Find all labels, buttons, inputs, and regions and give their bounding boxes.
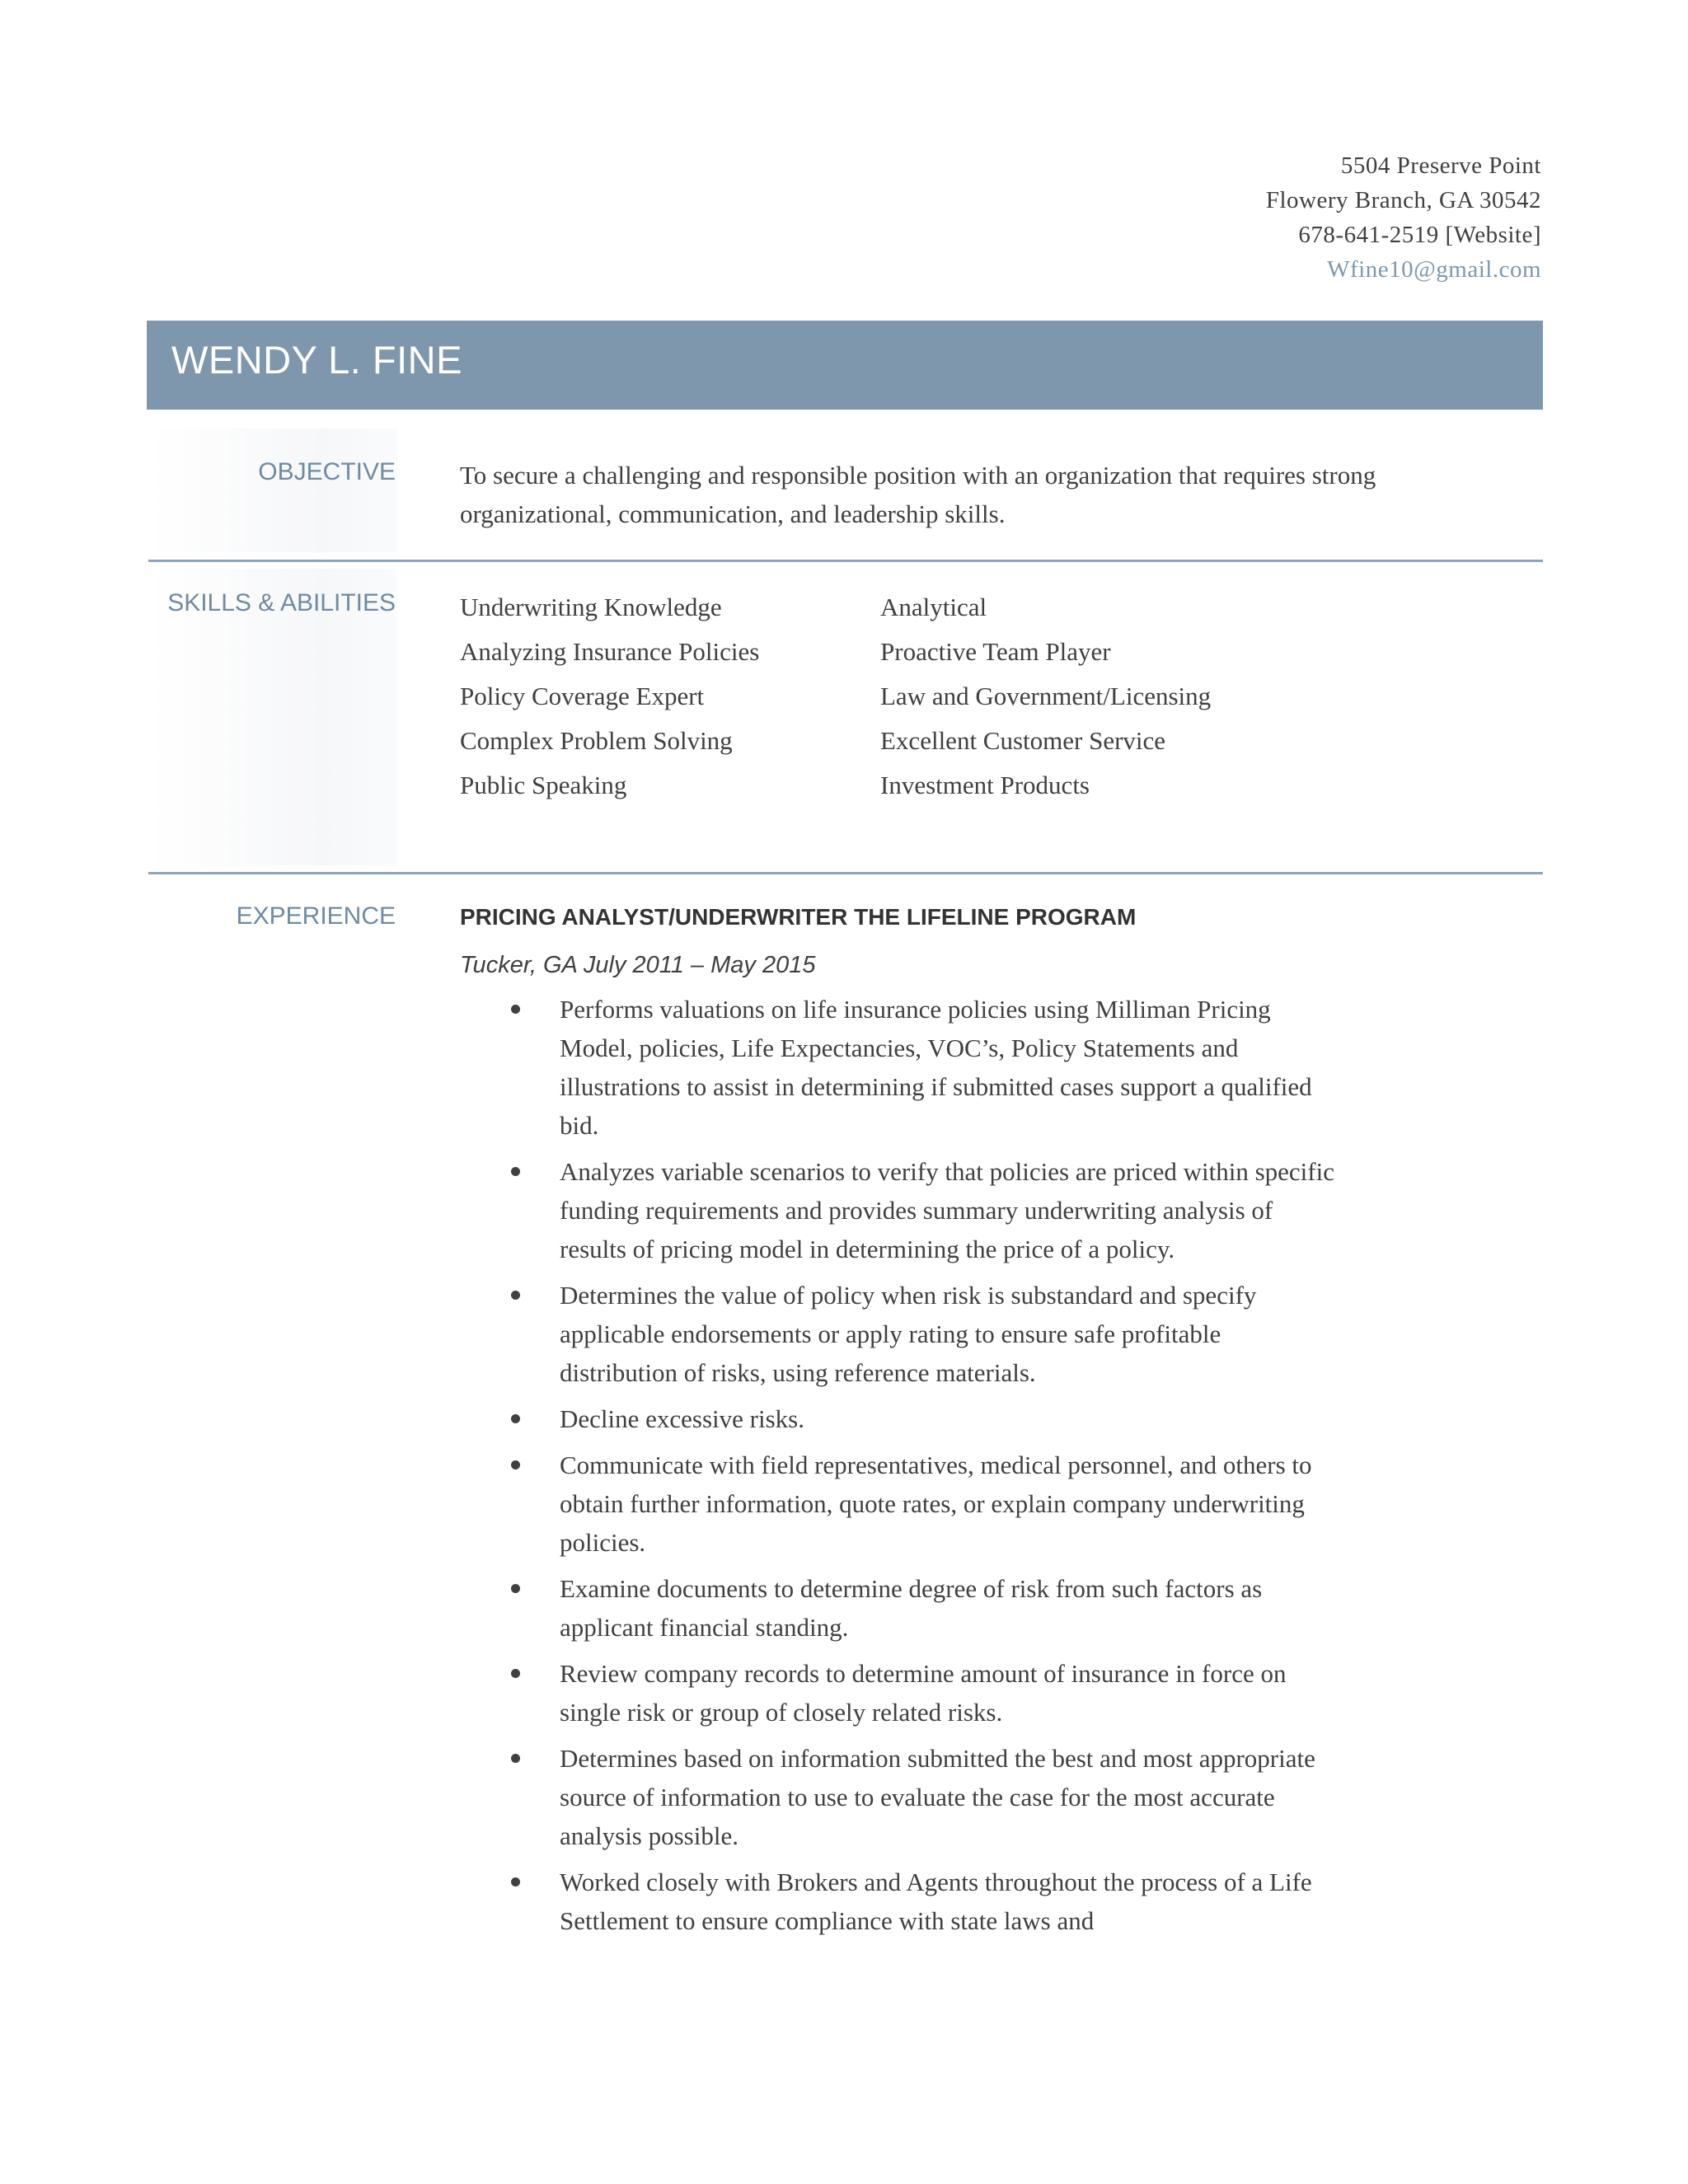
section-heading-skills: SKILLS & ABILITIES (167, 589, 396, 616)
list-item (506, 1654, 1339, 1732)
bullet-icon (511, 1754, 520, 1763)
skill-item: Excellent Customer Service (880, 726, 1166, 755)
section-heading-objective: OBJECTIVE (258, 458, 396, 485)
skill-item: Proactive Team Player (880, 637, 1111, 666)
skills-list-left (460, 585, 759, 808)
bullet-text: Determines the value of policy when risk is substandard and specify applicable endorsements or apply rating to ensure safe profitable distribution of risks, using reference materials. (560, 1281, 1257, 1387)
list-item (506, 1152, 1339, 1268)
candidate-name: WENDY L. FINE (171, 338, 462, 382)
email-link[interactable]: Wfine10@gmail.com (1327, 256, 1541, 283)
skill-item: Policy Coverage Expert (460, 682, 705, 710)
list-item (506, 1569, 1339, 1647)
section-divider (148, 560, 1543, 562)
bullet-text: Determines based on information submitted the best and most appropriate source of information to use to evaluate the case for the most accurate analysis possible. (560, 1744, 1315, 1850)
skill-item: Underwriting Knowledge (460, 593, 722, 621)
job-location-dates: Tucker, GA July 2011 – May 2015 (460, 952, 816, 978)
bullet-icon (511, 1584, 520, 1593)
section-heading-experience: EXPERIENCE (236, 902, 396, 930)
skill-item: Law and Government/Licensing (880, 682, 1212, 710)
contact-block (1266, 148, 1541, 287)
list-item (506, 990, 1339, 1145)
bullet-icon (511, 1877, 520, 1886)
bullet-icon (511, 1167, 520, 1176)
bullet-icon (511, 1460, 520, 1469)
bullet-icon (511, 1005, 520, 1014)
skill-item: Analyzing Insurance Policies (460, 637, 760, 666)
list-item (506, 1863, 1339, 1940)
bullet-text: Communicate with field representatives, medical personnel, and others to obtain further information, quote rates, or explain company underwriting policies. (560, 1451, 1312, 1557)
skill-item: Complex Problem Solving (460, 726, 733, 755)
bullet-text: Performs valuations on life insurance policies using Milliman Pricing Model, policies, Life Expectancies, VOC’s, Policy Statements and illustrations to assist in determining if submitted cases support a qualified bid. (560, 995, 1312, 1140)
bullet-text: Decline excessive risks. (560, 1404, 804, 1433)
skill-item: Analytical (880, 593, 987, 621)
bullet-text: Worked closely with Brokers and Agents throughout the process of a Life Settlement to ensure compliance with state laws and (560, 1868, 1312, 1935)
address-line-2: Flowery Branch, GA 30542 (1265, 187, 1541, 213)
list-item (506, 1276, 1339, 1392)
list-item (506, 1446, 1339, 1562)
phone: 678-641-2519 [Website] (1298, 222, 1541, 248)
bullet-icon (511, 1291, 520, 1300)
address-line-1: 5504 Preserve Point (1340, 152, 1541, 179)
list-item (506, 1739, 1339, 1855)
section-divider (148, 872, 1543, 874)
name-banner (147, 321, 1543, 410)
experience-bullets (506, 990, 1339, 1947)
bullet-text: Review company records to determine amount of insurance in force on single risk or group of closely related risks. (560, 1659, 1287, 1727)
skills-list-right (880, 585, 1211, 808)
skill-item: Public Speaking (460, 771, 627, 799)
bullet-icon (511, 1414, 520, 1423)
bullet-icon (511, 1669, 520, 1678)
bullet-text: Analyzes variable scenarios to verify that policies are priced within specific funding requirements and provides summary underwriting analysis of results of pricing model in determining the price of a policy. (560, 1157, 1334, 1263)
list-item (506, 1399, 1339, 1438)
objective-text: To secure a challenging and responsible position with an organization that requires strong organizational, communication, and leadership skills. (460, 461, 1376, 528)
bullet-text: Examine documents to determine degree of risk from such factors as applicant financial standing. (560, 1574, 1263, 1642)
side-shade-objective (150, 429, 397, 552)
job-title: PRICING ANALYST/UNDERWRITER THE LIFELINE PROGRAM (460, 904, 1137, 930)
skill-item: Investment Products (880, 771, 1090, 799)
